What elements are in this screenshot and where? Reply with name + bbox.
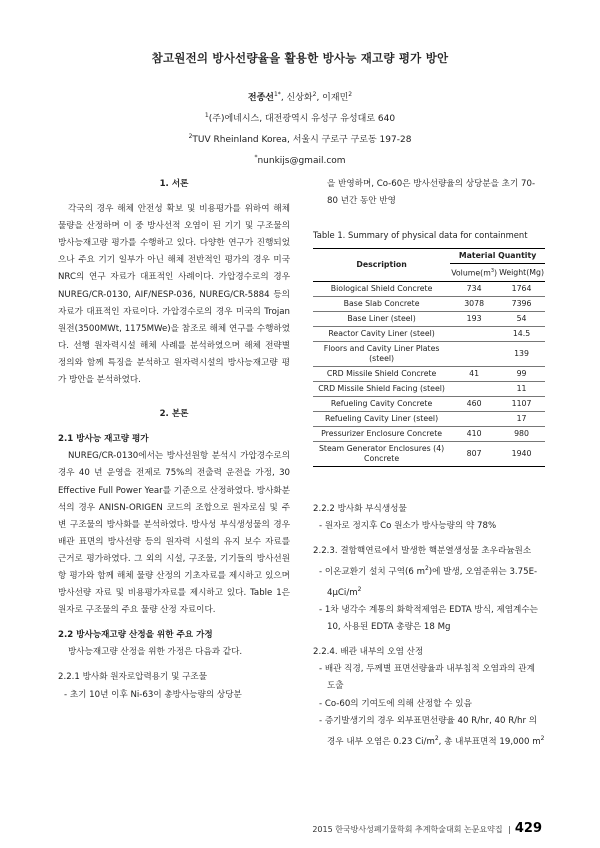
table-cell-description: Steam Generator Enclosures (4) Concrete [313,441,450,466]
item-2-2-3-a-sup: 2 [424,565,429,573]
table-cell-description: Base Slab Concrete [313,296,450,311]
right-column [313,176,545,751]
table-cell-description: CRD Missile Shield Facing (steel) [313,381,450,396]
table-cell-volume: 807 [450,441,498,466]
table-header-weight: Weight(Mg) [498,264,545,282]
item-2-2-3-a-pre: - 이온교환기 설치 구역(6 m [319,567,425,578]
table-header-material-quantity: Material Quantity [450,249,545,264]
table-cell-volume [450,411,498,426]
table-cell-weight: 980 [498,426,545,441]
table-header-volume-end: ) [494,268,498,278]
table-caption: Table 1. Summary of physical data for containment [313,230,528,241]
subsection-2-2-2-heading: 2.2.2 방사화 부식생성물 [313,503,407,514]
table-cell-weight: 99 [498,366,545,381]
affiliation-2 [0,128,600,149]
subsection-2-2-3-item-2: - 1차 냉각수 계통의 화학적제염은 EDTA 방식, 제염계수는 10, 사용된 EDTA 총량은 18 Mg [319,605,538,633]
table-row [313,366,545,381]
table-row [313,381,545,396]
table-header-description: Description [313,249,450,282]
table-cell-weight: 1940 [498,441,545,466]
subsection-2-2-1-heading: 2.2.1 방사화 원자로압력용기 및 구조물 [58,672,208,683]
subsection-2-2-paragraph: 방사능재고량 산정을 위한 가정은 다음과 같다. [68,647,243,658]
table-row [313,296,545,311]
table-cell-weight: 7396 [498,296,545,311]
table-row [313,311,545,326]
item-2-2-4-c-sup2: 2 [540,734,545,742]
subsection-2-2-3-heading: 2.2.3. 결함핵연료에서 발생한 핵분열생성물 초우라늄원소 [313,546,532,557]
footer-separator: | [508,825,511,834]
table-cell-description: Biological Shield Concrete [313,281,450,296]
table-cell-weight: 54 [498,311,545,326]
item-2-2-4-c-mid: , 총 내부표면적 19,000 m [438,736,541,747]
table-cell-volume: 3078 [450,296,498,311]
author-1: 전종선 [247,93,274,103]
affiliation-1-sup: 1 [204,112,209,119]
introduction-paragraph: 각국의 경우 해체 안전성 확보 및 비용평가를 위하여 해체 물량을 산정하며 이 중 방사선적 오염이 된 기기 및 구조물의 방사능재고량 평가를 수행하고 있다. 다양한 연구가 진행되었으나 주요 기기 일부가 아닌 해체 전반적인 평가의 경우 미국 NRC의 연구 자료가 대표적인 사례이다. 가압경수로의 경우 NUREG/CR-0130, AIF/NESP-036, NUREG/CR-5884 등의 자료가 대표적인 자료이다. 가압경수로의 경우 미국의 Trojan 원전(3500MWt, 1175MWe)을 참조로 해체 연구를 수행하였다. 선행 원자력시설 해체 사례를 분석하였으며 해체 전략별 정의와 함께 특징을 분석하고 원자력시설의 방사능재고량 평가 방안을 분석하였다. [58,204,290,386]
item-2-2-3-a-sup2: 2 [357,586,362,594]
table-row [313,426,545,441]
affiliation-1-text: (주)에네시스, 대전광역시 유성구 유성대로 640 [208,114,396,124]
author-2: , 신상화 [280,93,313,103]
table-cell-description: CRD Missile Shield Concrete [313,366,450,381]
email-text: nunkijs@gmail.com [257,156,346,166]
table-body [313,281,545,466]
author-3: , 이재민 [316,93,349,103]
table-row [313,441,545,466]
table-cell-weight: 1764 [498,281,545,296]
table-cell-description: Pressurizer Enclosure Concrete [313,426,450,441]
table-cell-volume [450,381,498,396]
containment-data-table [313,248,545,467]
subsection-2-2-heading: 2.2 방사능재고량 산정을 위한 주요 가정 [58,630,213,641]
affiliation-1 [0,107,600,128]
table-cell-weight: 11 [498,381,545,396]
table-row [313,341,545,366]
page-number: 429 [514,821,542,836]
subsection-2-2-3-item-1 [313,560,545,602]
subsection-2-2-4-item-1: - 배관 직경, 두께별 표면선량율과 내부침적 오염과의 관계 도출 [319,664,535,692]
section-introduction-heading: 1. 서론 [159,179,189,189]
table-cell-volume [450,341,498,366]
table-cell-volume: 734 [450,281,498,296]
left-column [58,176,290,704]
author-3-sup: 2 [348,91,353,98]
subsection-2-2-2-item: - 원자로 정지후 Co 원소가 방사능량의 약 78% [319,520,497,531]
affiliation-2-sup: 2 [188,133,193,140]
table-cell-description: Floors and Cavity Liner Plates (steel) [313,341,450,366]
paper-title: 참고원전의 방사선량율을 활용한 방사능 재고량 평가 방안 [151,51,449,65]
footer-proceedings-text: 2015 한국방사성폐기물학회 추계학술대회 논문요약집 [312,825,503,834]
subsection-2-2-4-item-2: - Co-60의 기여도에 의해 산정할 수 있음 [319,698,472,709]
author-1-sup: 1* [273,91,281,98]
table-cell-description: Reactor Cavity Liner (steel) [313,326,450,341]
subsection-2-1-heading: 2.1 방사능 재고량 평가 [58,434,149,445]
table-cell-volume: 41 [450,366,498,381]
table-cell-weight: 1107 [498,396,545,411]
table-header-volume-text: Volume(m [451,268,491,278]
table-cell-description: Refueling Cavity Concrete [313,396,450,411]
corresponding-email [0,149,600,170]
email-sup: * [254,154,258,161]
table-cell-weight: 17 [498,411,545,426]
subsection-2-1-paragraph: NUREG/CR-0130에서는 방사선원항 분석시 가압경수로의 경우 40 년 운영을 전제로 75%의 전출력 운전을 가정, 30 Effective Full Power Year를 기준으로 산정하였다. 방사화분석의 경우 ANISN-ORIGEN 코드의 조합으로 원자로심 및 주변 구조물의 방사화를 분석하였다. 방사성 부식생성물의 경우 배관 표면의 방사선량 등의 원자력 시설의 유지 보수 자료를 근거로 평가하였다. 그 외의 시설, 구조물, 기기들의 방사선원항 평가와 함께 해체 물량 산정의 기초자료를 제시하고 있으며 방사선량 자료 및 비용평가자료를 제시하고 있다. Table 1은 원자로 구조물의 주요 물량 산정 자료이다. [58,451,290,616]
subsection-2-2-4-heading: 2.2.4. 배관 내부의 오염 산정 [313,647,424,658]
subsection-2-2-1-item: - 초기 10년 이후 Ni-63이 총방사능량의 상당분 [64,689,242,700]
table-cell-volume [450,326,498,341]
author-block [0,86,600,170]
subsection-2-2-4-item-3 [313,713,545,751]
table-cell-weight: 14.5 [498,326,545,341]
table-cell-weight: 139 [498,341,545,366]
table-row [313,411,545,426]
item-2-2-4-c-sup: 2 [434,734,439,742]
item-2-2-3-a-post: )에 발생, 오염준위는 3.75E-4μCi/m [327,567,538,598]
table-header-volume-sup: 3 [490,268,495,275]
table-cell-volume: 410 [450,426,498,441]
table-header-volume [450,264,498,282]
table-row [313,396,545,411]
affiliation-2-text: TUV Rheinland Korea, 서울시 구로구 구로동 197-28 [192,135,412,145]
table-cell-description: Refueling Cavity Liner (steel) [313,411,450,426]
table-cell-description: Base Liner (steel) [313,311,450,326]
table-cell-volume: 460 [450,396,498,411]
table-row [313,326,545,341]
table-row [313,281,545,296]
item-2-2-4-c-pre: - 증기발생기의 경우 외부표면선량율 40 R/hr, 40 R/hr 의 경우 내부 오염은 0.23 Ci/m [319,715,538,747]
section-body-heading: 2. 본론 [159,409,189,420]
page-footer [312,821,542,836]
author-2-sup: 2 [312,91,317,98]
continued-item-text: 을 반영하며, Co-60은 방사선량율의 상당분을 초기 70-80 년간 동안 반영 [327,179,536,207]
table-cell-volume: 193 [450,311,498,326]
author-names [0,86,600,107]
